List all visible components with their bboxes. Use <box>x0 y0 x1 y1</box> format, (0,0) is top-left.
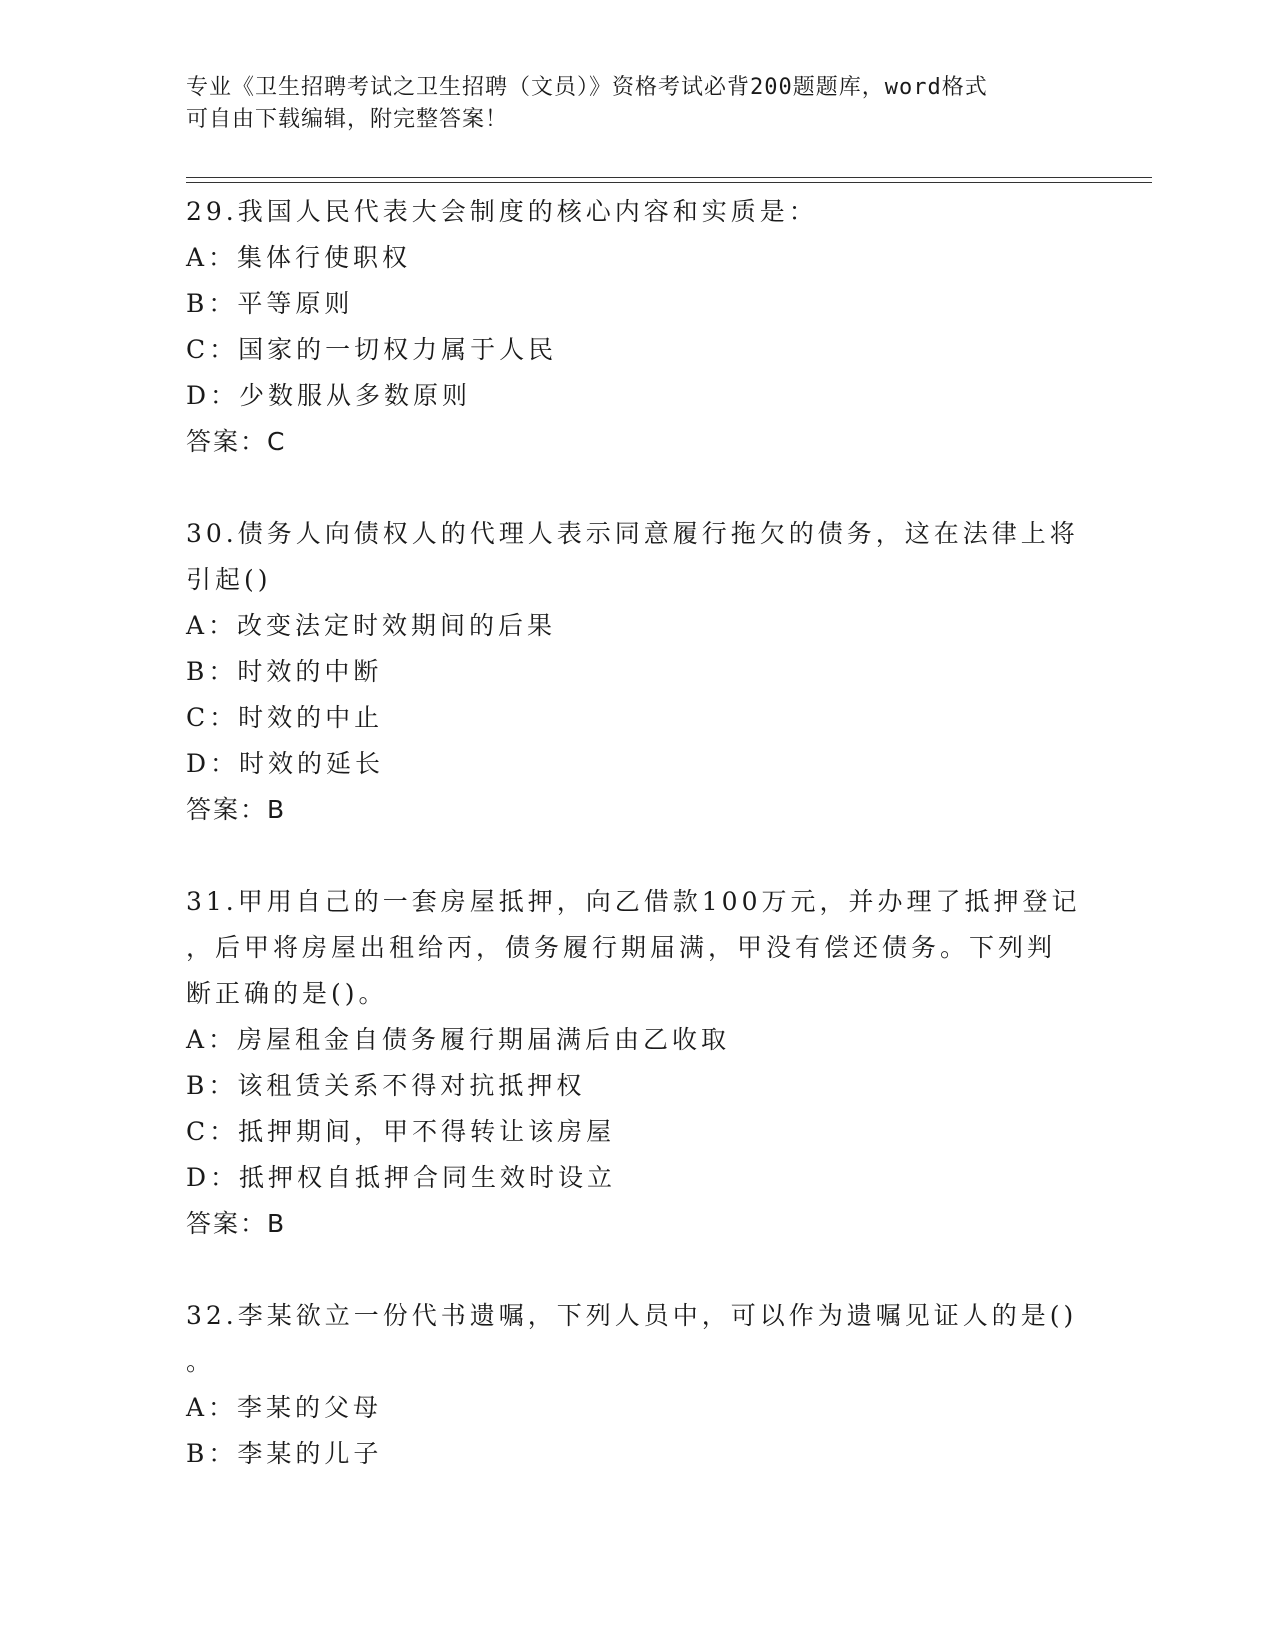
option-a: A：房屋租金自债务履行期届满后由乙收取 <box>186 1025 731 1054</box>
option-d: D：抵押权自抵押合同生效时设立 <box>186 1163 617 1192</box>
option-c: C：时效的中止 <box>186 703 384 732</box>
question-block <box>186 1293 1086 1477</box>
question-stem-continued: 。 <box>186 1347 216 1376</box>
option-b: B：该租赁关系不得对抗抵押权 <box>186 1071 586 1100</box>
option-a: A：集体行使职权 <box>186 243 412 272</box>
header-line-2: 可自由下载编辑，附完整答案！ <box>186 107 509 132</box>
question-spacer <box>186 833 1086 879</box>
question-spacer <box>186 1247 1086 1293</box>
question-stem-continued: 断正确的是()。 <box>186 979 388 1008</box>
option-d: D：时效的延长 <box>186 749 385 778</box>
option-b: B：平等原则 <box>186 289 354 318</box>
option-b: B：时效的中断 <box>186 657 383 686</box>
answer-line: 答案：C <box>186 427 287 456</box>
question-stem: 30.债务人向债权人的代理人表示同意履行拖欠的债务，这在法律上将 <box>186 519 1079 548</box>
question-block <box>186 189 1086 465</box>
option-b: B：李某的儿子 <box>186 1439 383 1468</box>
option-c: C：抵押期间，甲不得转让该房屋 <box>186 1117 616 1146</box>
question-block <box>186 879 1086 1247</box>
option-a: A：李某的父母 <box>186 1393 383 1422</box>
question-stem-continued: ，后甲将房屋出租给丙，债务履行期届满，甲没有偿还债务。下列判 <box>186 933 1057 962</box>
header-divider-top <box>186 177 1152 178</box>
question-block <box>186 511 1086 833</box>
document-header <box>186 72 1066 136</box>
question-list <box>186 189 1086 1477</box>
answer-line: 答案：B <box>186 795 287 824</box>
question-spacer <box>186 465 1086 511</box>
header-line-1: 专业《卫生招聘考试之卫生招聘（文员）》资格考试必背200题题库，word格式 <box>186 75 988 100</box>
answer-line: 答案：B <box>186 1209 287 1238</box>
question-stem: 29.我国人民代表大会制度的核心内容和实质是： <box>186 197 818 226</box>
question-stem: 31.甲用自己的一套房屋抵押，向乙借款100万元，并办理了抵押登记 <box>186 887 1081 916</box>
option-c: C：国家的一切权力属于人民 <box>186 335 558 364</box>
question-stem-continued: 引起() <box>186 565 272 594</box>
header-divider-bottom <box>186 182 1152 183</box>
option-a: A：改变法定时效期间的后果 <box>186 611 557 640</box>
question-stem: 32.李某欲立一份代书遗嘱，下列人员中，可以作为遗嘱见证人的是() <box>186 1301 1078 1330</box>
option-d: D：少数服从多数原则 <box>186 381 472 410</box>
